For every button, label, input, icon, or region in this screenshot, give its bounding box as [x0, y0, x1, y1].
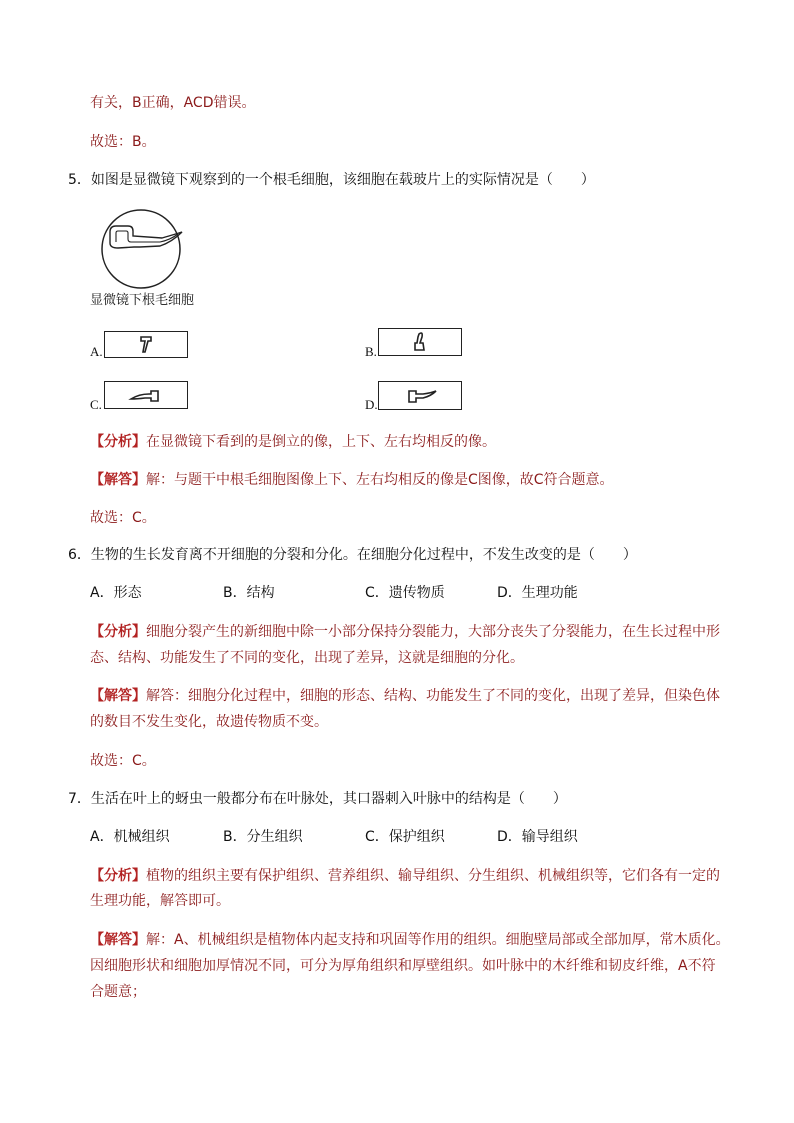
q7-number: 7．: [68, 791, 91, 807]
option-c-label: C.: [90, 397, 102, 412]
q6-analysis-line2: 态、结构、功能发生了不同的变化，出现了差异，这就是细胞的分化。: [90, 650, 524, 666]
option-d-label: D.: [365, 397, 378, 412]
q5-solution-tag: 【解答】: [90, 472, 146, 488]
q6-analysis-line1: 【分析】细胞分裂产生的新细胞中除一小部分保持分裂能力，大部分丧失了分裂能力，在生长过程中形: [90, 624, 720, 640]
q5-solution: 【解答】解：与题干中根毛细胞图像上下、左右均相反的像是C图像，故C符合题意。: [90, 472, 614, 488]
q6-option-c[interactable]: C．遗传物质: [365, 585, 445, 601]
option-b-image[interactable]: [378, 328, 462, 356]
q7-analysis-tag: 【分析】: [90, 868, 146, 884]
q5-number: 5．: [68, 172, 91, 188]
option-c-image[interactable]: [104, 381, 188, 409]
q7-option-a[interactable]: A．机械组织: [90, 829, 170, 845]
q5-analysis-tag: 【分析】: [90, 434, 146, 450]
q7-option-c[interactable]: C．保护组织: [365, 829, 445, 845]
option-d-image[interactable]: [378, 381, 462, 410]
q7-option-d[interactable]: D．输导组织: [497, 829, 578, 845]
q5-answer: 故选：C。: [90, 510, 156, 526]
option-b-label: B.: [365, 344, 377, 359]
q6-solution-tag: 【解答】: [90, 688, 146, 704]
q6-answer: 故选：C。: [90, 753, 156, 769]
q7-solution-line1: 【解答】解：A、机械组织是植物体内起支持和巩固等作用的组织。细胞壁局部或全部加厚，常木质化。: [90, 932, 730, 948]
q7-stem: 7．生活在叶上的蚜虫一般都分布在叶脉处，其口器刺入叶脉中的结构是（ ）: [68, 791, 567, 807]
option-a-image[interactable]: [104, 331, 188, 358]
q6-option-a[interactable]: A．形态: [90, 585, 142, 601]
root-hair-figure: [96, 208, 188, 290]
q6-solution-line1: 【解答】解答：细胞分化过程中，细胞的形态、结构、功能发生了不同的变化，出现了差异，但染色体: [90, 688, 720, 704]
q6-option-b[interactable]: B．结构: [223, 585, 275, 601]
q7-solution-line3: 合题意；: [90, 984, 146, 1000]
q7-option-b[interactable]: B．分生组织: [223, 829, 303, 845]
q7-solution-tag: 【解答】: [90, 932, 146, 948]
q5-stem: 5．如图是显微镜下观察到的一个根毛细胞，该细胞在载玻片上的实际情况是（ ）: [68, 172, 595, 188]
q6-analysis-tag: 【分析】: [90, 624, 146, 640]
q6-solution-line2: 的数目不发生变化，故遗传物质不变。: [90, 714, 328, 730]
q7-solution-line2: 因细胞形状和细胞加厚情况不同，可分为厚角组织和厚壁组织。如叶脉中的木纤维和韧皮纤维，A不符: [90, 958, 716, 974]
prev-solution-tail: 有关，B正确，ACD错误。: [90, 95, 256, 111]
q6-option-d[interactable]: D．生理功能: [497, 585, 578, 601]
q6-stem: 6．生物的生长发育离不开细胞的分裂和分化。在细胞分化过程中，不发生改变的是（ ）: [68, 547, 637, 563]
prev-answer: 故选：B。: [90, 134, 156, 150]
q6-number: 6．: [68, 547, 91, 563]
q5-analysis: 【分析】在显微镜下看到的是倒立的像，上下、左右均相反的像。: [90, 434, 496, 450]
q7-analysis-line2: 生理功能，解答即可。: [90, 893, 230, 909]
figure-caption: 显微镜下根毛细胞: [90, 292, 195, 307]
option-a-label: A.: [90, 344, 103, 359]
q7-analysis-line1: 【分析】植物的组织主要有保护组织、营养组织、输导组织、分生组织、机械组织等，它们各有一定的: [90, 868, 720, 884]
